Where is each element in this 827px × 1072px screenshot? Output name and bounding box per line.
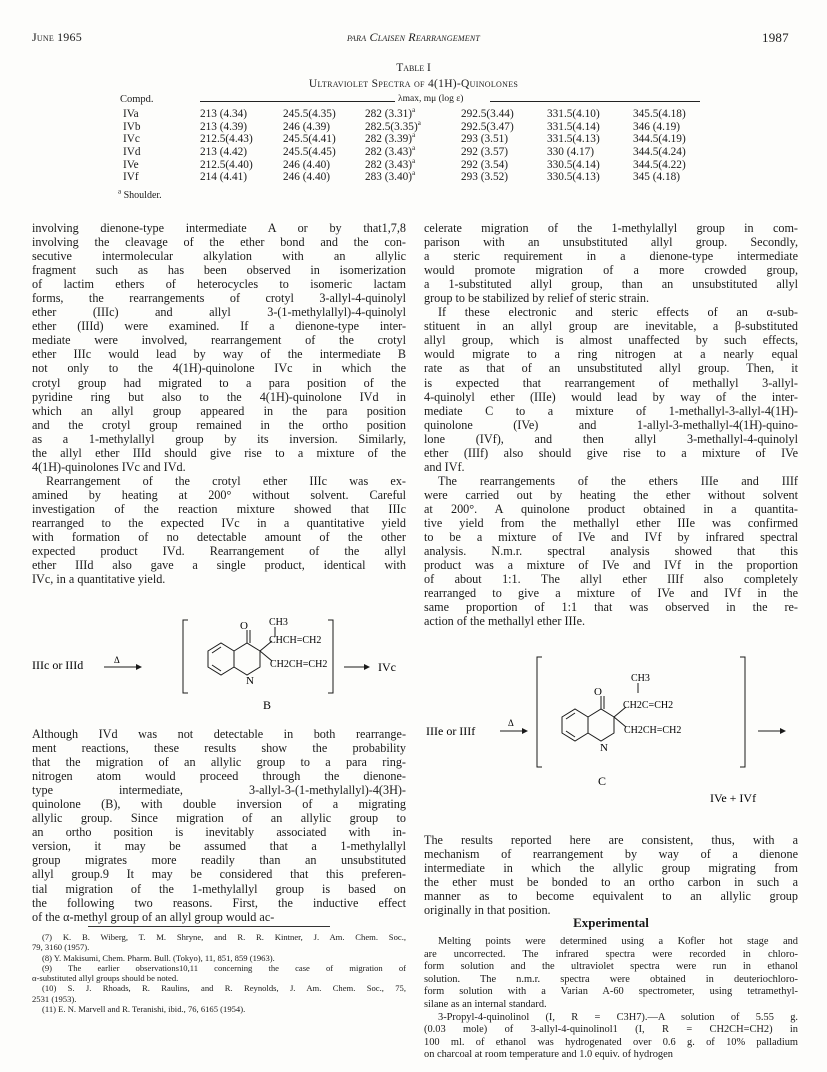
table-cell-value: 331.5(4.10) bbox=[547, 108, 600, 121]
reference-line: (10) S. J. Rhoads, R. Raulins, and R. Reynolds, J. Am. Chem. Soc., 75, bbox=[42, 983, 406, 994]
table-row bbox=[123, 108, 703, 121]
text-line: of the α-methyl group of an allyl group would ac- bbox=[32, 909, 275, 924]
scheme-c-product: IVe + IVf bbox=[710, 791, 757, 805]
table-cell-value: 331.5(4.13) bbox=[547, 133, 600, 146]
text-line: IVc, in a quantitative yield. bbox=[32, 572, 166, 587]
text-line: the following two reasons. First, the inductive effect bbox=[32, 895, 406, 910]
table-cell-value: 246 (4.40) bbox=[283, 158, 331, 171]
table-cell-value: 246 (4.39) bbox=[283, 120, 331, 133]
table-cell-value: 330 (4.17) bbox=[547, 146, 595, 159]
text-line: tial migration of the 1-methylallyl group is based on bbox=[32, 881, 406, 896]
text-line: ether (IIIf) also should give rise to a mixture of IVe bbox=[424, 445, 798, 460]
text-line: tive yield from the methallyl ether IIIe was confirmed bbox=[424, 515, 798, 530]
table-cell-value: 292.5(3.44) bbox=[461, 108, 514, 121]
text-line: analysis. N.m.r. spectral analysis showed that this bbox=[424, 544, 798, 559]
text-line: parison with an unsubstituted allyl group. Secondly, bbox=[424, 235, 798, 250]
text-line: pyridine ring but also to the 4(1H)-quinolone IVd in bbox=[32, 389, 406, 404]
table-cell-value: 283 $(3.40)^a$ bbox=[365, 169, 416, 184]
table-label: Table I bbox=[396, 62, 431, 74]
right-paragraph-1 bbox=[424, 221, 798, 305]
text-line: quinolone (IVe) and 1-allyl-3-methallyl-4(1H)-quino- bbox=[424, 417, 798, 432]
text-line: mechanism of rearrangement by way of a dienone bbox=[424, 847, 798, 862]
table-cell-value: 246 (4.40) bbox=[283, 171, 331, 184]
text-line: group to be stabilized by relief of steric strain. bbox=[424, 291, 650, 306]
right-column bbox=[424, 221, 798, 628]
text-line: ment reactions, these results show the probability bbox=[32, 741, 406, 756]
text-line: intermediate in which the allylic group migrating from bbox=[424, 861, 798, 876]
text-line: a 1-substituted allyl group, than an unsubstituted allyl bbox=[424, 277, 798, 292]
scheme-c-sub-lower: CH2CH=CH2 bbox=[624, 725, 682, 736]
scheme-b-sub-upper: CHCH=CH2 bbox=[269, 635, 322, 646]
table-row bbox=[123, 171, 703, 184]
text-line: with formation of no detectable amount of the other bbox=[32, 530, 406, 545]
table-cell-value: 292.5(3.47) bbox=[461, 120, 514, 133]
left-paragraph-3 bbox=[32, 727, 406, 924]
text-line: 4(1H)-quinolones IVc and IVd. bbox=[32, 459, 186, 474]
table-cell-value: 330.5(4.14) bbox=[547, 158, 600, 171]
table-cell-value: 213 (4.39) bbox=[200, 120, 248, 133]
table-cell-value: 212.5(4.43) bbox=[200, 133, 253, 146]
running-header-title: para Claisen Rearrangement bbox=[346, 30, 481, 44]
table-cell-compound: IVe bbox=[123, 158, 139, 171]
table-cell-value: 245.5(4.35) bbox=[283, 108, 336, 121]
text-line: nitrogen atom would proceed through the dienone- bbox=[32, 769, 406, 784]
text-line: at 200°. A quinolone product obtained in a quantita- bbox=[424, 501, 798, 516]
experimental-line: (0.03 mole) of 3-allyl-4-quinolinol1 (I, R = CH2CH=CH2) in bbox=[424, 1024, 798, 1036]
right-paragraph-3 bbox=[424, 474, 798, 629]
right-paragraph-2 bbox=[424, 305, 798, 474]
text-line: 4-quinolyl ether (IIIe) would lead by way of the inter- bbox=[424, 389, 798, 404]
text-line: that the migration of an allylic group to a para ring- bbox=[32, 755, 406, 770]
text-line: group migrates more readily than an unsubstituted bbox=[32, 853, 406, 868]
reference-line: 2531 (1953). bbox=[32, 993, 77, 1004]
text-line: of about 1:1. The allyl ether IIIf also completely bbox=[424, 572, 798, 587]
text-line: of lactim ethers of heterocycles to isomeric lactam bbox=[32, 277, 406, 292]
scheme-b-label: B bbox=[263, 698, 272, 710]
text-line: were carried out by heating the ether without solvent bbox=[424, 487, 798, 502]
text-line: The rearrangements of the ethers IIIe and IIIf bbox=[438, 473, 798, 488]
experimental-line: silane as an internal standard. bbox=[424, 998, 547, 1010]
text-line: version, it may be assumed that a 1-methylallyl bbox=[32, 839, 406, 854]
text-line: crotyl group had migrated to a para position of the bbox=[32, 375, 406, 390]
text-line: would promote migration of a more crowded group, bbox=[424, 263, 798, 278]
table-span-rule-right bbox=[490, 101, 700, 102]
text-line: forms, the rearrangements of crotyl 3-allyl-4-quinolyl bbox=[32, 291, 406, 306]
right-column-lower bbox=[424, 833, 798, 917]
quinolone-ring-b bbox=[208, 627, 275, 675]
scheme-c bbox=[424, 655, 804, 815]
text-line: would migrate to a ring nitrogen at a nearly equal bbox=[424, 347, 798, 362]
scheme-b-reactant: IIIc or IIId bbox=[32, 658, 84, 672]
text-line: rearranged to give a mixture of IVe and IVf in the bbox=[424, 586, 798, 601]
table-cell-value: 282 $(3.43)^a$ bbox=[365, 156, 416, 171]
table-cell-value: 292 (3.54) bbox=[461, 158, 509, 171]
scheme-b-sub-lower: CH2CH=CH2 bbox=[270, 659, 328, 670]
text-line: type intermediate, 3-allyl-3-(1-methylallyl)-4(3H)- bbox=[32, 783, 406, 798]
table-cell-value: $282.5(3.35)^a$ bbox=[365, 119, 421, 133]
text-line: ether IIId also gave a single product, identical with bbox=[32, 558, 406, 573]
text-line: lone (IVf), and then allyl 3-methallyl-4-quinolyl bbox=[424, 431, 798, 446]
left-paragraph-1 bbox=[32, 221, 406, 474]
experimental-line: form solution with a Varian A-60 spectrometer, using tetramethyl- bbox=[424, 986, 798, 998]
text-line: to be a mixture of IVe and IVf by infrared spectral bbox=[424, 530, 798, 545]
text-line: mediate were involved, rearrangement of the crotyl bbox=[32, 333, 406, 348]
table-cell-value: 344.5(4.24) bbox=[633, 146, 686, 159]
text-line: mediate C to a mixture of 1-methallyl-3-allyl-4(1H)- bbox=[424, 403, 798, 418]
scheme-b-ch3: CH3 bbox=[269, 617, 288, 628]
scheme-c-reactant: IIIe or IIIf bbox=[426, 724, 476, 738]
text-line: allyl group, which is almost unaffected by such effects, bbox=[424, 333, 798, 348]
reference-line: (7) K. B. Wiberg, T. M. Shryne, and R. R. Kintner, J. Am. Chem. Soc., bbox=[42, 932, 406, 942]
text-line: celerate migration of the 1-methylallyl group in com- bbox=[424, 221, 798, 235]
scheme-b-nitrogen: N bbox=[246, 675, 254, 687]
table-cell-value: 344.5(4.19) bbox=[633, 133, 686, 146]
right-paragraph-4 bbox=[424, 833, 798, 917]
reference-line: α-substituted allyl groups should be noted. bbox=[32, 973, 179, 984]
text-line: manner as to become equivalent to an allylic group bbox=[424, 889, 798, 904]
table-cell-value: 213 (4.42) bbox=[200, 146, 248, 159]
reference-line: (9) The earlier observations10,11 concerning the case of migration of bbox=[42, 962, 406, 973]
text-line: ether (IIId) were examined. If a dienone-type inter- bbox=[32, 319, 406, 334]
table-cell-compound: IVb bbox=[123, 120, 141, 133]
experimental-line: 3-Propyl-4-quinolinol (I, R = C3H7).—A solution of 5.55 g. bbox=[438, 1011, 798, 1023]
text-line: ether (IIIc) and allyl 3-(1-methylallyl)-4-quinolyl bbox=[32, 305, 406, 320]
table-cell-value: 282 $(3.43)^a$ bbox=[365, 144, 416, 159]
table-cell-compound: IVd bbox=[123, 146, 141, 159]
uv-table bbox=[123, 108, 703, 184]
text-line: rate as that of an unsubstituted allyl group. Then, it bbox=[424, 361, 798, 376]
table-cell-value: 330.5(4.13) bbox=[547, 171, 600, 184]
text-line: secutive intermolecular alkylation with an allylic bbox=[32, 249, 406, 264]
text-line: involving dienone-type intermediate A or by that1,7,8 bbox=[32, 221, 406, 235]
scheme-c-heat: Δ bbox=[508, 718, 514, 728]
reference-line: (8) Y. Makisumi, Chem. Pharm. Bull. (Tokyo), 11, 851, 859 (1963). bbox=[42, 952, 275, 963]
table-cell-value: 282 $(3.31)^a$ bbox=[365, 106, 416, 121]
table-cell-compound: IVf bbox=[123, 171, 139, 184]
text-line: investigation of the reaction mixture showed that IIIc bbox=[32, 501, 406, 516]
table-cell-value: 214 (4.41) bbox=[200, 171, 248, 184]
experimental-paragraph-2 bbox=[424, 1012, 798, 1062]
text-line: If these electronic and steric effects of an α-sub- bbox=[438, 305, 798, 320]
text-line: and the crotyl group remained in the ortho position bbox=[32, 417, 406, 432]
text-line: same proportion of 1:1 that was observed in the re- bbox=[424, 600, 798, 615]
experimental-line: are uncorrected. The infrared spectra were recorded in chloro- bbox=[424, 948, 798, 960]
table-cell-value: 344.5(4.22) bbox=[633, 158, 686, 171]
table-title: Ultraviolet Spectra of 4(1H)-Quinolones bbox=[308, 78, 519, 90]
experimental-line: form solution and the ultraviolet spectra were run in ethanol bbox=[424, 961, 798, 973]
scheme-c-oxygen: O bbox=[594, 686, 602, 698]
experimental-paragraph-1 bbox=[424, 936, 798, 1012]
scheme-b-oxygen: O bbox=[240, 620, 248, 632]
scheme-b-heat: Δ bbox=[114, 655, 120, 665]
table-cell-value: 213 (4.34) bbox=[200, 108, 248, 121]
page-number: 1987 bbox=[762, 30, 789, 45]
scheme-c-sub-upper: CH2C=CH2 bbox=[623, 700, 674, 711]
table-span-rule-left bbox=[200, 101, 395, 102]
experimental-line: solution. The n.m.r. spectra were obtained in deuteriochloro- bbox=[424, 973, 798, 985]
text-line: The results reported here are consistent, thus, with a bbox=[424, 833, 798, 847]
text-line: is expected that rearrangement of methallyl 3-allyl- bbox=[424, 375, 798, 390]
table-cell-value: 282 $(3.39)^a$ bbox=[365, 131, 416, 146]
text-line: the allyl ether IIId should give rise to a mixture of the bbox=[32, 445, 406, 460]
text-line: quinolone (B), with double inversion of a migrating bbox=[32, 797, 406, 812]
text-line: originally in that position. bbox=[424, 903, 551, 918]
table-cell-value: 345.5(4.18) bbox=[633, 108, 686, 121]
footnote-rule bbox=[88, 926, 330, 927]
text-line: allyl group.9 It may be considered that this preferen- bbox=[32, 867, 406, 882]
table-footnote: $^a$ Shoulder. bbox=[118, 187, 162, 201]
reference-line: 79, 3160 (1957). bbox=[32, 942, 90, 953]
table-cell-value: 331.5(4.14) bbox=[547, 120, 600, 133]
table-span-header: λmax, mμ (log ε) bbox=[398, 94, 464, 104]
table-cell-value: 293 (3.52) bbox=[461, 171, 509, 184]
text-line: Although IVd was not detectable in both rearrange- bbox=[32, 727, 406, 741]
text-line: amined by heating at 200° without solvent. Careful bbox=[32, 487, 406, 502]
left-column bbox=[32, 221, 406, 586]
text-line: rearranged to the expected IVc in a quantitative yield bbox=[32, 515, 406, 530]
table-col-header: Compd. bbox=[120, 94, 154, 105]
reference-line: (11) E. N. Marvell and R. Teranishi, ibid., 76, 6165 (1954). bbox=[42, 1004, 246, 1015]
table-cell-value: 212.5(4.40) bbox=[200, 158, 253, 171]
text-line: an ortho position is inevitably associated with in- bbox=[32, 825, 406, 840]
experimental-line: 100 ml. of ethanol was hydrogenated over 0.6 g. of 10% palladium bbox=[424, 1036, 798, 1048]
scheme-b-product: IVc bbox=[378, 660, 396, 674]
experimental-line: Melting points were determined using a Kofler hot stage and bbox=[438, 936, 798, 947]
text-line: stituent in an allyl group are inevitable, a β-substituted bbox=[424, 319, 798, 334]
text-line: action of the methallyl ether IIIe. bbox=[424, 614, 586, 629]
text-line: expected product IVd. Rearrangement of the allyl bbox=[32, 544, 406, 559]
text-line: allylic group. Since migration of an allylic group to bbox=[32, 811, 406, 826]
table-cell-value: 346 (4.19) bbox=[633, 120, 681, 133]
table-cell-value: 245.5(4.45) bbox=[283, 146, 336, 159]
experimental-heading: Experimental bbox=[573, 915, 649, 930]
table-cell-compound: IVc bbox=[123, 133, 140, 146]
scheme-c-ch3: CH3 bbox=[631, 673, 650, 684]
table-cell-compound: IVa bbox=[123, 108, 139, 121]
scheme-b bbox=[32, 615, 412, 710]
text-line: fragment such as has been observed in isomerization bbox=[32, 263, 406, 278]
table-cell-value: 292 (3.57) bbox=[461, 146, 509, 159]
text-line: product was a mixture of IVe and IVf in the proportion bbox=[424, 558, 798, 573]
table-cell-value: 245.5(4.41) bbox=[283, 133, 336, 146]
experimental-section bbox=[424, 936, 798, 1062]
text-line: ether IIIc would lead by way of the intermediate B bbox=[32, 347, 406, 362]
text-line: not only to the 4(1H)-quinolone IVc in which the bbox=[32, 361, 406, 376]
experimental-line: on charcoal at room temperature and 1.0 equiv. of hydrogen bbox=[424, 1049, 673, 1061]
text-line: and IVf. bbox=[424, 459, 465, 474]
running-header-date: June 1965 bbox=[32, 30, 82, 44]
text-line: the ether must be bonded to an ortho carbon in such a bbox=[424, 875, 798, 890]
text-line: a steric requirement in a dienone-type intermediate bbox=[424, 249, 798, 264]
scheme-c-label: C bbox=[598, 774, 607, 788]
text-line: which an allyl group appeared in the para position bbox=[32, 403, 406, 418]
table-cell-value: 345 (4.18) bbox=[633, 171, 681, 184]
left-column-lower bbox=[32, 727, 406, 924]
text-line: as a 1-methylallyl group by its inversion. Similarly, bbox=[32, 431, 406, 446]
table-cell-value: 293 (3.51) bbox=[461, 133, 509, 146]
left-paragraph-2 bbox=[32, 474, 406, 586]
scheme-c-nitrogen: N bbox=[600, 742, 608, 754]
text-line: Rearrangement of the crotyl ether IIIc was ex- bbox=[46, 473, 406, 488]
text-line: involving the cleavage of the ether bond and the con- bbox=[32, 235, 406, 250]
references bbox=[32, 932, 406, 1014]
